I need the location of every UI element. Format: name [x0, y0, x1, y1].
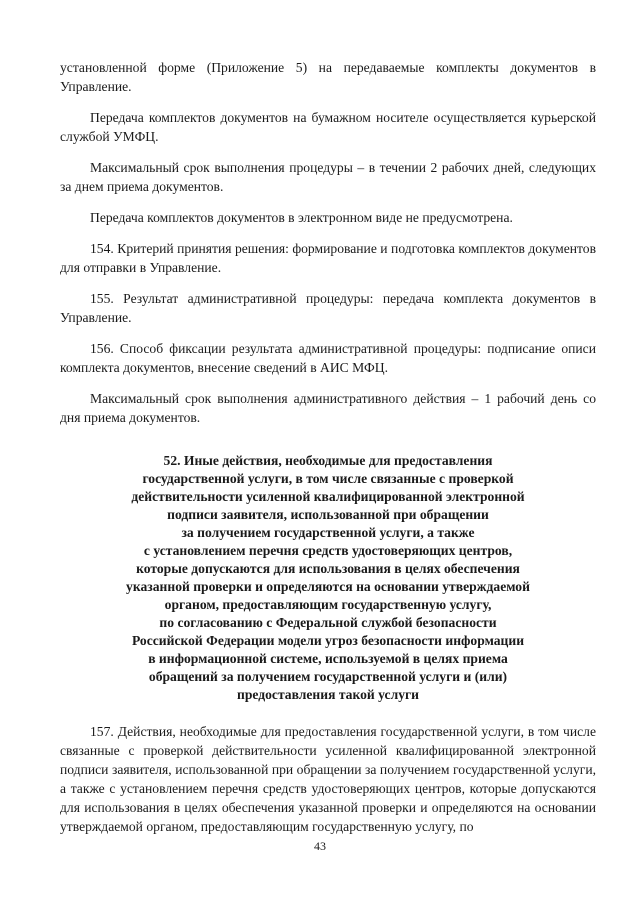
heading-line: с установлением перечня средств удостоверяющих центров, [143, 543, 513, 558]
paragraph: установленной форме (Приложение 5) на передаваемые комплекты документов в Управление. [60, 60, 596, 94]
body-text-continuation [60, 722, 596, 836]
heading-line: действительности усиленной квалифицированной электронной [131, 489, 525, 504]
heading-line: в информационной системе, используемой в целях приема [148, 651, 508, 666]
heading-line: 52. Иные действия, необходимые для предоставления [163, 453, 493, 468]
paragraph: 156. Способ фиксации результата административной процедуры: подписание описи комплекта документов, внесение сведений в АИС МФЦ. [60, 341, 596, 375]
paragraph: Передача комплектов документов в электронном виде не предусмотрена. [90, 210, 513, 225]
heading-line: которые допускаются для использования в целях обеспечения [136, 561, 520, 576]
heading-line: по согласованию с Федеральной службой безопасности [159, 615, 497, 630]
paragraph: Передача комплектов документов на бумажном носителе осуществляется курьерской службой УМФЦ. [60, 110, 596, 144]
paragraph: Максимальный срок выполнения процедуры – в течении 2 рабочих дней, следующих за днем приема документов. [60, 160, 596, 194]
heading-line: подписи заявителя, использованной при обращении [167, 507, 489, 522]
heading-line: обращений за получением государственной услуги и (или) [148, 669, 508, 684]
section-heading [60, 452, 596, 704]
paragraph: 154. Критерий принятия решения: формирование и подготовка комплектов документов для отправки в Управление. [60, 241, 596, 275]
paragraph: 155. Результат административной процедуры: передача комплекта документов в Управление. [60, 291, 596, 325]
heading-line: органом, предоставляющим государственную услугу, [164, 597, 492, 612]
body-text-section [60, 58, 596, 427]
page-number: 43 [314, 839, 326, 853]
heading-line: за получением государственной услуги, а также [181, 525, 475, 540]
heading-line: предоставления такой услуги [237, 687, 419, 702]
heading-line: указанной проверки и определяются на основании утверждаемой [126, 579, 530, 594]
heading-line: государственной услуги, в том числе связанные с проверкой [142, 471, 514, 486]
paragraph: 157. Действия, необходимые для предоставления государственной услуги, в том числе связанные с проверкой действительности усиленной квалифицированной электронной подписи заявителя, использованной при обращении за получением государственной услуги, а также с установлением перечня средств удостоверяющих центров, которые допускаются для использования в целях обеспечения указанной проверки и определяются на основании утверждаемой органом, предоставляющим государственную услугу, по [60, 724, 596, 834]
paragraph: Максимальный срок выполнения административного действия – 1 рабочий день со дня приема документов. [60, 391, 596, 425]
heading-line: Российской Федерации модели угроз безопасности информации [131, 633, 525, 648]
document-page [60, 58, 596, 848]
